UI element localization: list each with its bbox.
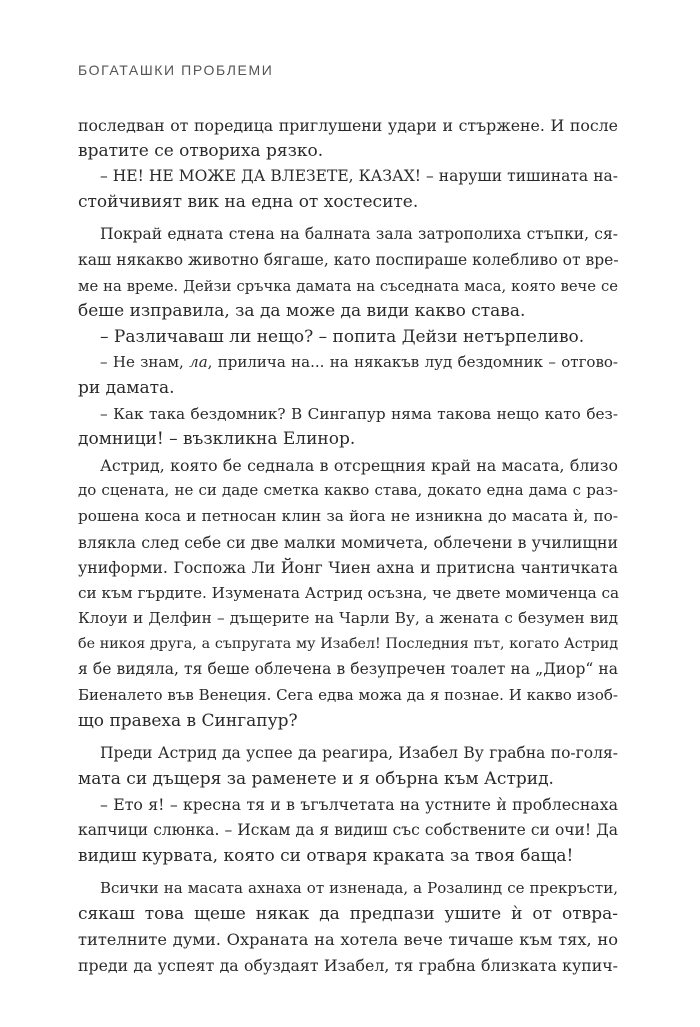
text-line: до сцената, не си даде сметка какво става, докато една дама с раз- bbox=[78, 481, 618, 500]
text-line: влякла след себе си две малки момичета, облечени в училищни bbox=[78, 532, 618, 552]
text-line: – Как така бездомник? В Сингапур няма такова нещо като без- bbox=[100, 404, 618, 423]
text-line: сякаш това щеше някак да предпази ушите ѝ от отвра- bbox=[78, 903, 618, 924]
text-line: мата си дъщеря за раменете и я обърна към Астрид. bbox=[78, 768, 554, 789]
text-line: ме на време. Дейзи сръчка дамата на съседната маса, която вече се bbox=[78, 277, 618, 295]
running-header: БОГАТАШКИ ПРОБЛЕМИ bbox=[78, 62, 274, 78]
text-line: Биеналето във Венеция. Сега едва можа да я познае. И какво изоб- bbox=[78, 686, 618, 705]
text-line: бе никоя друга, а съпругата му Изабел! Последния път, когато Астрид bbox=[78, 635, 618, 652]
text-line: тителните думи. Охраната на хотела вече тичаше към тях, но bbox=[78, 930, 618, 950]
italic-word: ла bbox=[189, 353, 208, 372]
text-line: рошена коса и петносан клин за йога не изникна до масата ѝ, по- bbox=[78, 506, 618, 525]
text-line: ри дамата. bbox=[78, 377, 175, 398]
text-line: домници! – възкликна Елинор. bbox=[78, 429, 356, 450]
text-line: стойчивият вик на една от хостесите. bbox=[78, 191, 419, 212]
text-line: вратите се отвориха рязко. bbox=[78, 140, 324, 161]
text-line bbox=[78, 350, 618, 376]
text-line: Преди Астрид да успее да реагира, Изабел Ву грабна по-голя- bbox=[100, 744, 618, 763]
text-line: Всички на масата ахнаха от изненада, а Розалинд се прекръсти, bbox=[100, 879, 618, 898]
text-line: каш някакво животно бягаше, като поспираше колебливо от вре- bbox=[78, 250, 619, 269]
body-text bbox=[78, 113, 618, 979]
text-line: я бе видяла, тя беше облечена в безупречен тоалет на „Диор“ на bbox=[78, 660, 618, 679]
text-line: беше изправила, за да може да види какво става. bbox=[78, 301, 526, 322]
text-segment: – Не знам, bbox=[100, 353, 190, 372]
text-line: – Ето я! – кресна тя и в ъгълчетата на устните ѝ проблеснаха bbox=[100, 795, 618, 815]
text-line: униформи. Госпожа Ли Йонг Чиен ахна и притисна чантичката bbox=[78, 558, 618, 578]
text-line: Покрай едната стена на балната зала затрополиха стъпки, ся- bbox=[100, 225, 618, 244]
text-line: капчици слюнка. – Искам да я видиш със собствените си очи! Да bbox=[78, 821, 618, 840]
text-line: – НЕ! НЕ МОЖЕ ДА ВЛЕЗЕТЕ, КАЗАХ! – наруши тишината на- bbox=[100, 167, 618, 186]
text-line: що правеха в Сингапур? bbox=[78, 710, 298, 731]
text-segment: , прилича на... на някакъв луд бездомник – отгово- bbox=[207, 353, 618, 372]
text-line: – Различаваш ли нещо? – попита Дейзи нетърпеливо. bbox=[100, 326, 585, 347]
text-line: преди да успеят да обуздаят Изабел, тя грабна близката купич- bbox=[78, 956, 618, 975]
text-line: си към гърдите. Изумената Астрид осъзна, че двете момиченца са bbox=[78, 583, 620, 602]
text-line: Клоуи и Делфин – дъщерите на Чарли Ву, а жената с безумен вид bbox=[78, 609, 618, 628]
text-line: последван от поредица приглушени удари и стържене. И после bbox=[78, 116, 618, 135]
text-line: видиш курвата, която си отваря краката за твоя баща! bbox=[78, 845, 574, 866]
text-line: Астрид, която бе седнала в отсрещния край на масата, близо bbox=[100, 455, 618, 475]
